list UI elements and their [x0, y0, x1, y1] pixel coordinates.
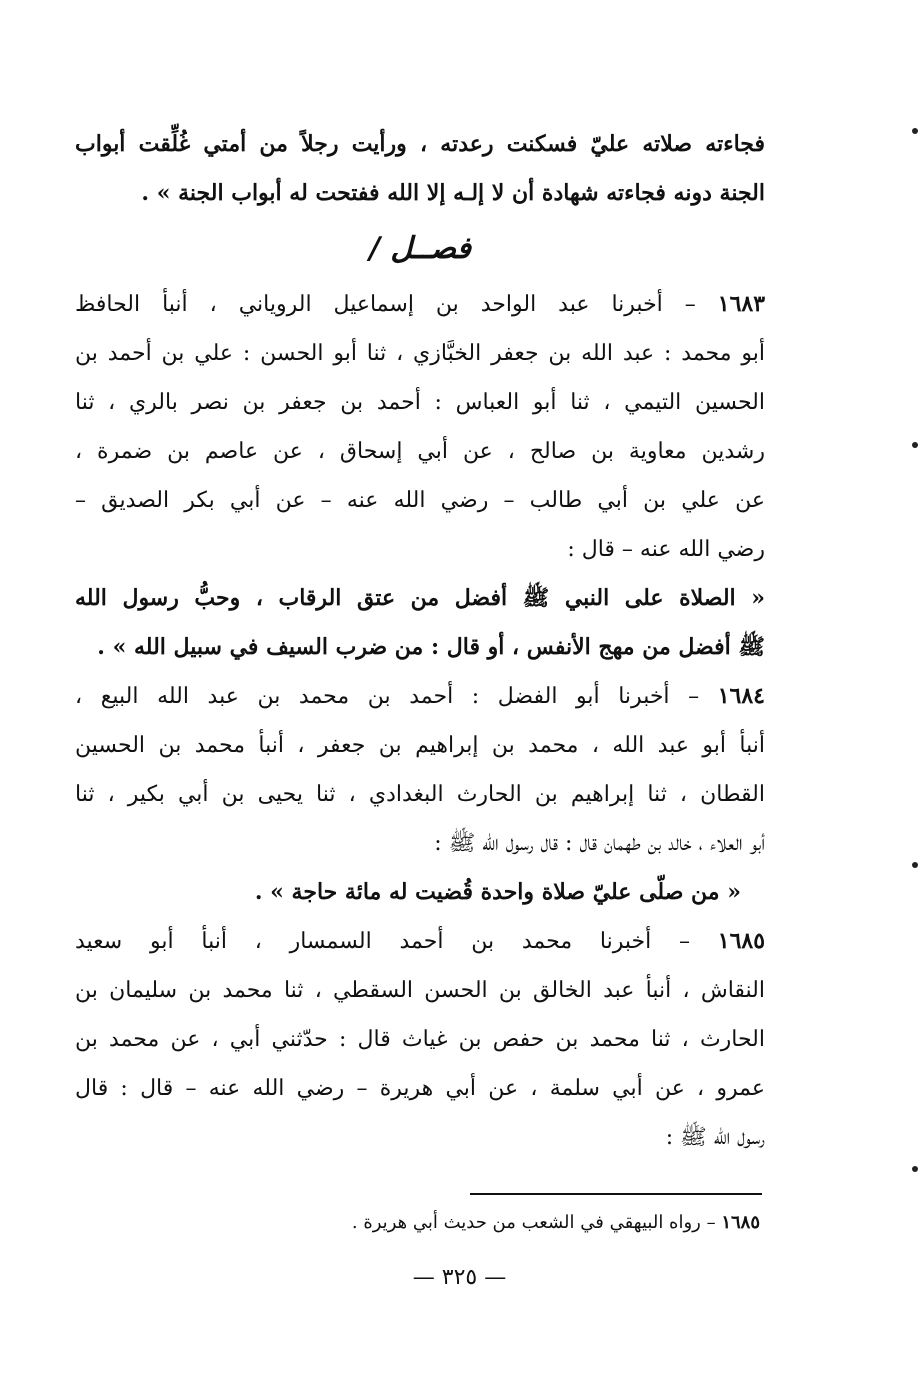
margin-mark [912, 442, 918, 448]
hadith-number: ١٦٨٤ [717, 683, 765, 709]
footnote-divider [470, 1193, 762, 1195]
page-body [75, 120, 765, 1162]
text-line: أبو محمد : عبد الله بن جعفر الخبَّازي ، ثنا أبو الحسن : علي بن أحمد بن [75, 341, 765, 366]
text-line: أبو العلاء ، خالد بن طهمان قال : قال رسول الله ﷺ : [434, 831, 765, 856]
text-line: القطان ، ثنا إبراهيم بن الحارث البغدادي ، ثنا يحيى بن أبي بكير ، ثنا [75, 782, 765, 807]
footnote-text: – رواه البيهقي في الشعب من حديث أبي هريرة . [351, 1212, 716, 1233]
margin-mark [912, 862, 918, 868]
text-line: أنبأ أبو عبد الله ، محمد بن إبراهيم بن جعفر ، أنبأ محمد بن الحسين [75, 733, 765, 758]
text-line: عمرو ، عن أبي سلمة ، عن أبي هريرة – رضي الله عنه – قال : قال [75, 1076, 765, 1101]
hadith-1684-line: ١٦٨٤ – أخبرنا أبو الفضل : أحمد بن محمد بن عبد الله البيع ، [75, 683, 765, 709]
text-line: الحسين التيمي ، ثنا أبو العباس : أحمد بن جعفر بن نصر بالري ، ثنا [75, 390, 765, 415]
page-number: — ٣٢٥ — [412, 1265, 507, 1290]
text-line: الجنة دونه فجاءته شهادة أن لا إلـه إلا الله ففتحت له أبواب الجنة » . [141, 180, 765, 206]
text-line: رسول الله ﷺ : [665, 1125, 765, 1150]
section-heading: فصــل / [368, 231, 472, 266]
text-line: فجاءته صلاته عليّ فسكنت رعدته ، ورأيت رجلاً من أمتي غُلِّقت أبواب [75, 131, 765, 157]
footnote-number: ١٦٨٥ [721, 1212, 760, 1233]
quote-line: ﷺ أفضل من مهج الأنفس ، أو قال : من ضرب السيف في سبيل الله » . [97, 634, 765, 660]
hadith-number: ١٦٨٣ [717, 291, 765, 317]
text-line: رشدين معاوية بن صالح ، عن أبي إسحاق ، عن عاصم بن ضمرة ، [75, 439, 765, 464]
text-line: النقاش ، أنبأ عبد الخالق بن الحسن السقطي ، ثنا محمد بن سليمان بن [75, 978, 765, 1003]
quote-line: « من صلّى عليّ صلاة واحدة قُضيت له مائة حاجة » . [254, 879, 741, 905]
quote-line: « الصلاة على النبي ﷺ أفضل من عتق الرقاب ، وحبُّ رسول الله [75, 585, 765, 611]
hadith-number: ١٦٨٥ [717, 928, 765, 954]
hadith-1683-line: ١٦٨٣ – أخبرنا عبد الواحد بن إسماعيل الروياني ، أنبأ الحافظ [75, 291, 765, 317]
text-line: رضي الله عنه – قال : [567, 537, 765, 562]
margin-mark [912, 1166, 918, 1172]
hadith-1685-line: ١٦٨٥ – أخبرنا محمد بن أحمد السمسار ، أنبأ أبو سعيد [75, 928, 765, 954]
text-line: الحارث ، ثنا محمد بن حفص بن غياث قال : حدّثني أبي ، عن محمد بن [75, 1027, 765, 1052]
text-line: عن علي بن أبي طالب – رضي الله عنه – عن أبي بكر الصديق – [75, 488, 765, 513]
footnote [240, 1208, 760, 1238]
margin-mark [912, 128, 918, 134]
